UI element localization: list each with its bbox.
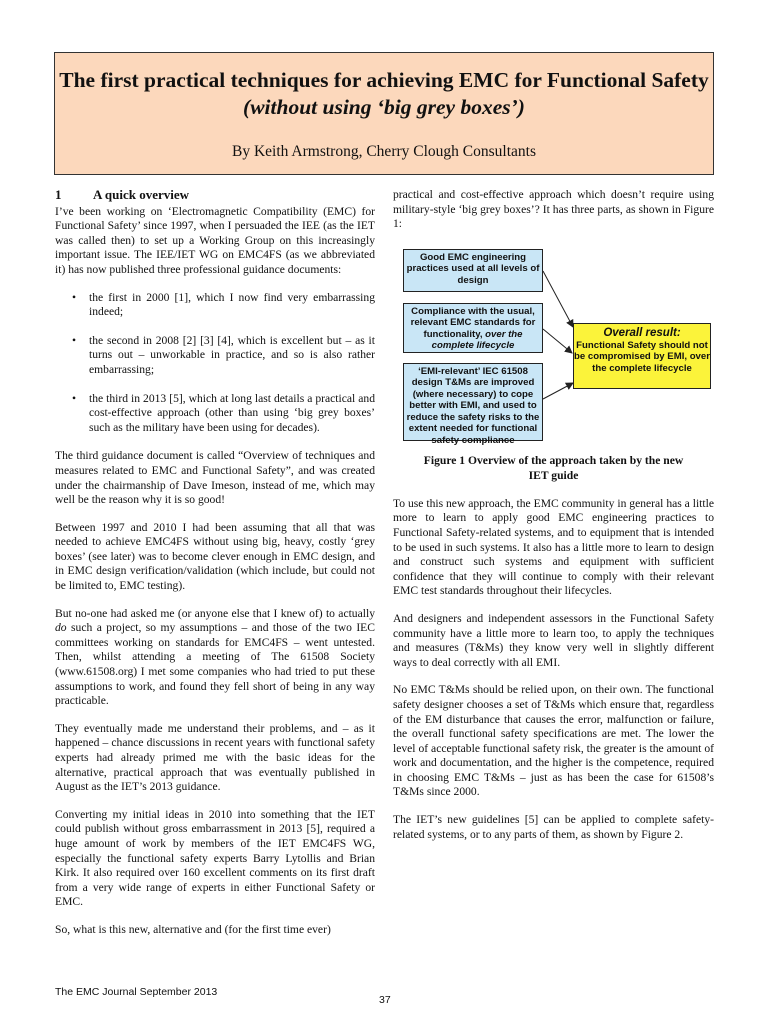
paragraph: I’ve been working on ‘Electromagnetic Compatibility (EMC) for Functional Safety’ since 1997, when I persuaded the IEE (as the IET was called then) to set up a Working Group on this increasingly important issue. The IEE/IET WG on EMC4FS (as we abbreviated it) has now published three professional guidance documents: (55, 204, 375, 276)
figure-caption (393, 453, 714, 483)
page-number: 37 (379, 994, 391, 1006)
text-run: Compliance with the usual, relevant EMC standards for functionality, (410, 305, 536, 340)
result-title: Overall result: (603, 326, 681, 339)
title-main: The first practical techniques for achieving EMC for Functional Safety (59, 68, 709, 92)
paragraph: practical and cost-effective approach which doesn’t require using military-style ‘big grey boxes’? It has three parts, as shown in Figure 1: (393, 188, 714, 231)
list-item: • the second in 2008 [2] [3] [4], which is excellent but – as it turns out – unworkable in practice, and so is also rather embarrassing; (55, 334, 375, 378)
figure-box-good-practices: Good EMC engineering practices used at all levels of design (403, 249, 543, 292)
paragraph: To use this new approach, the EMC community in general has a little more to learn to apply good EMC engineering practices to Functional Safety-related systems, and to equipment that is intended to be used in such systems. It also has a little more to learn to design and construct such systems and equipment with sufficient confidence that they will continue to comply with their relevant EMC test standards throughout their lifecycles. (393, 496, 714, 598)
emphasis: over the complete lifecycle (431, 328, 523, 352)
emphasis: do (55, 621, 67, 635)
title-italic: (without using ‘big grey boxes’) (243, 95, 525, 119)
byline: By Keith Armstrong, Cherry Clough Consultants (232, 143, 536, 160)
paragraph: The IET’s new guidelines [5] can be applied to complete safety-related systems, or to any parts of them, as shown by Figure 2. (393, 813, 714, 841)
list-item: • the third in 2013 [5], which at long last details a practical and cost-effective approach (other than using ‘big grey boxes’ such as the military have been using for decades). (55, 392, 375, 436)
section-title: A quick overview (93, 187, 190, 202)
bullet-list (55, 291, 375, 436)
figure-1-diagram (393, 245, 714, 445)
figure-box-overall-result (573, 323, 711, 389)
arrow-2 (543, 329, 572, 353)
caption-line: Figure 1 Overview of the approach taken by the new (423, 453, 684, 467)
paragraph: No EMC T&Ms should be relied upon, on their own. The functional safety designer chooses a set of T&Ms which ensure that, regardless of the EM disturbance that causes the error, malfunction or failure, the overall functional safety specifications are met. The lower the level of acceptable functional safety risk, the greater is the amount of work and documentation, and the higher is the competence, required in choosing EMC T&Ms – just as has been the case for 61508’s T&Ms since 2000. (393, 683, 714, 799)
article-title (55, 67, 713, 121)
arrow-1 (543, 271, 573, 327)
title-box (54, 52, 714, 175)
figure-box-compliance (403, 303, 543, 353)
paragraph: And designers and independent assessors in the Functional Safety community have a little more to learn too, to apply the techniques and measures (T&Ms) they know very well in slightly different ways to deal correctly with all EMI. (393, 611, 714, 669)
section-heading (55, 188, 375, 203)
paragraph: Converting my initial ideas in 2010 into something that the IET could publish without gross embarrassment in 2013 [5], required a huge amount of work by members of the IET EMC4FS WG, especially the functional safety experts Barry Lytollis and Brian Kirk. It also required over 160 excellent comments on its first draft from a very wide range of experts in either Functional Safety or EMC. (55, 807, 375, 909)
text-run: such a project, so my assumptions – and those of the two IEC committees working on standards for EMC4FS – went untested. Then, whilst attending a meeting of The 61508 Society (www.61508.org) I met some companies who had tried to put these assumptions to work, and found they fell short of being in any way practicable. (55, 621, 375, 708)
caption-line: IET guide (528, 468, 579, 482)
paragraph: They eventually made me understand their problems, and – as it happened – chance discussions in recent years with functional safety experts had already primed me with the basic ideas for the alternative, practical approach that was eventually published in August as the IET’s 2013 guidance. (55, 721, 375, 794)
arrow-3 (543, 383, 573, 399)
paragraph (55, 607, 375, 709)
text-run: But no-one had asked me (or anyone else that I knew of) to actually (55, 606, 375, 620)
right-column (393, 188, 714, 855)
result-body: Functional Safety should not be compromised by EMI, over the complete lifecycle (574, 339, 710, 374)
left-column (55, 188, 375, 951)
figure-box-iec-61508: ‘EMI-relevant’ IEC 61508 design T&Ms are improved (where necessary) to cope better with EMI, and used to reduce the safety risks to the extent needed for functional safety compliance (403, 363, 543, 441)
paragraph: Between 1997 and 2010 I had been assuming that all that was needed to achieve EMC4FS without using big, heavy, costly ‘grey boxes’ (see later) was to become clever enough in EMC design, and in EMC design verification/validation (which include, but could not be limited to, EMC testing). (55, 520, 375, 593)
list-item: • the first in 2000 [1], which I now find very embarrassing indeed; (55, 291, 375, 320)
section-number: 1 (55, 187, 62, 202)
paragraph: The third guidance document is called “Overview of techniques and measures related to EMC and Functional Safety”, and was created under the chairmanship of Dave Imeson, instead of me, which may well be the reason why it is so good! (55, 449, 375, 507)
paragraph: So, what is this new, alternative and (for the first time ever) (55, 922, 331, 936)
journal-footer: The EMC Journal September 2013 (55, 986, 218, 998)
